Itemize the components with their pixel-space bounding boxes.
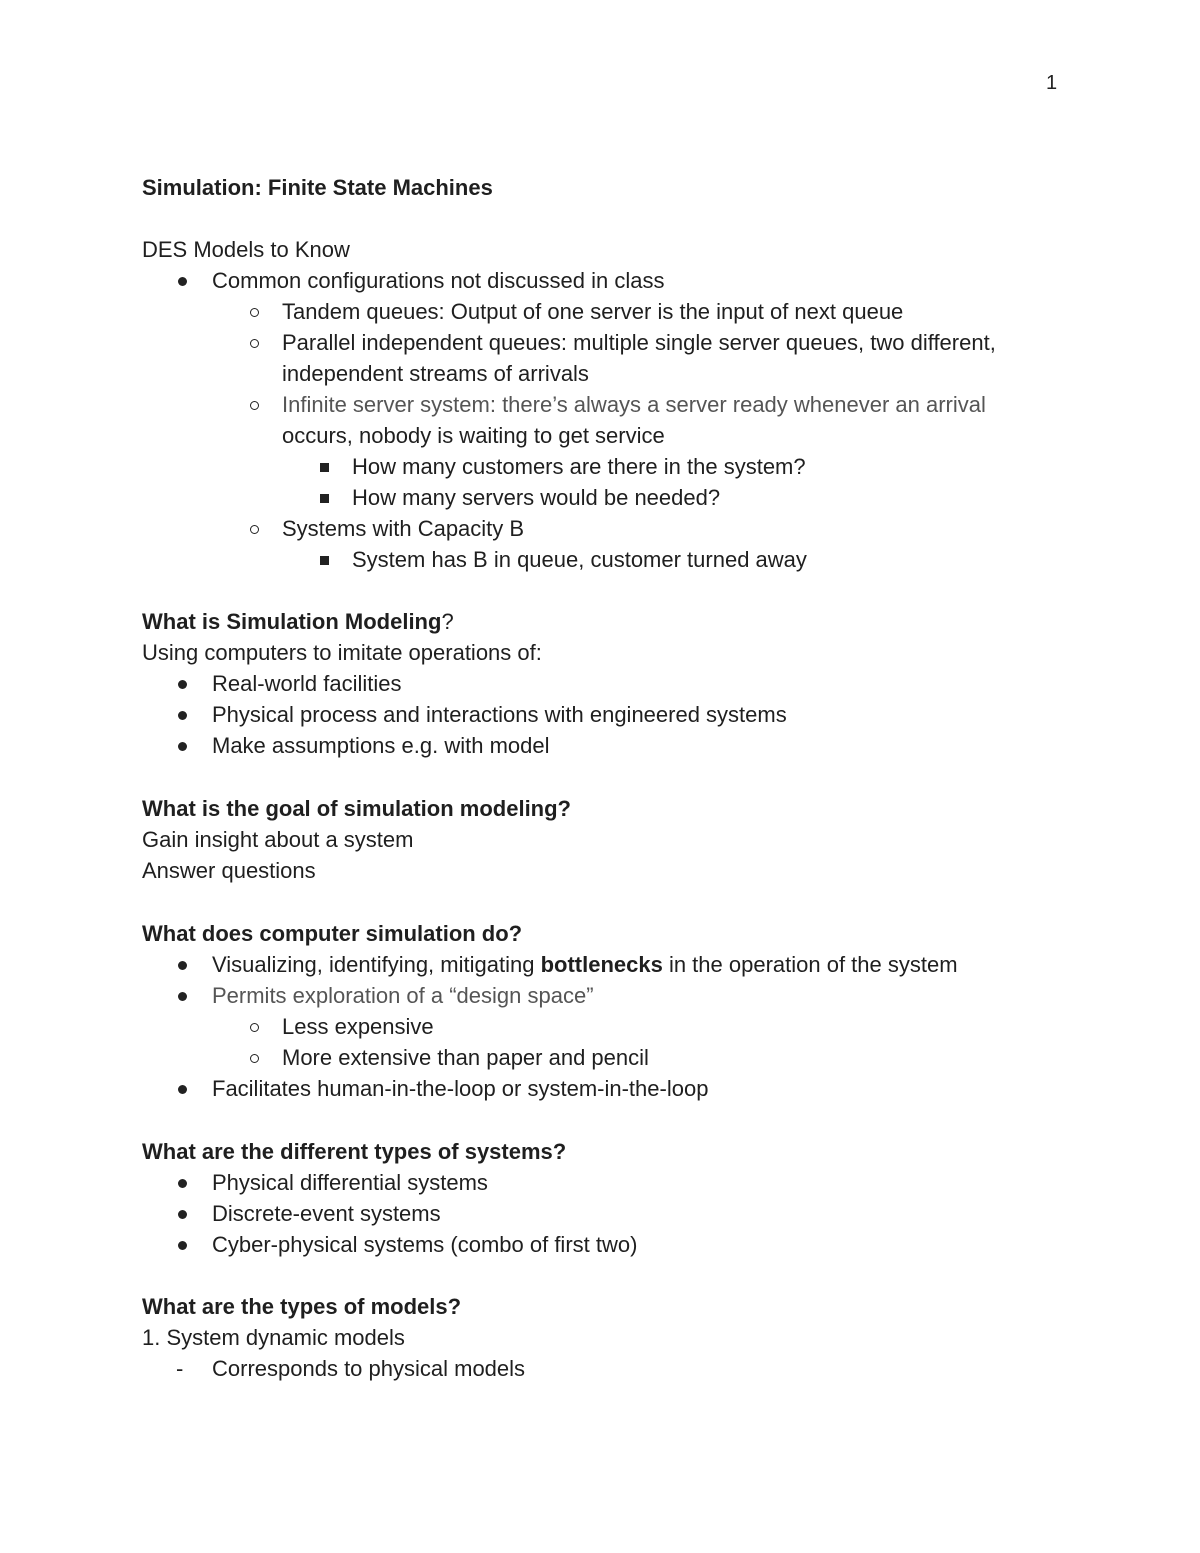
list-item: Physical differential systems <box>212 1167 488 1198</box>
list-item: How many customers are there in the system? <box>352 451 806 482</box>
list-item-continuation: occurs, nobody is waiting to get service <box>282 423 665 448</box>
section-heading-computer-sim: What does computer simulation do? <box>142 921 523 946</box>
list-item: Cyber-physical systems (combo of first two) <box>212 1229 637 1260</box>
list-item: Facilitates human-in-the-loop or system-in-the-loop <box>212 1073 708 1104</box>
list-item <box>212 949 958 980</box>
list-item: Less expensive <box>282 1011 434 1042</box>
list-item: System has B in queue, customer turned away <box>352 544 807 575</box>
list-item: Systems with Capacity B <box>282 513 524 544</box>
list-item: Real-world facilities <box>212 668 402 699</box>
list-item: Tandem queues: Output of one server is the input of next queue <box>282 296 903 327</box>
emphasis-text: bottlenecks <box>540 952 663 977</box>
list-item: Infinite server system: there’s always a server ready whenever an arrival <box>282 389 986 420</box>
goal-line: Gain insight about a system <box>142 827 414 852</box>
list-item: More extensive than paper and pencil <box>282 1042 649 1073</box>
list-item: Permits exploration of a “design space” <box>212 980 594 1011</box>
section-heading-models: What are the types of models? <box>142 1294 462 1319</box>
section-heading-systems: What are the different types of systems? <box>142 1139 567 1164</box>
document-title: Simulation: Finite State Machines <box>142 175 493 200</box>
list-item: Make assumptions e.g. with model <box>212 730 550 761</box>
list-item: How many servers would be needed? <box>352 482 720 513</box>
list-item: Physical process and interactions with engineered systems <box>212 699 787 730</box>
section-heading-sim-modeling <box>142 606 454 637</box>
list-item: Discrete-event systems <box>212 1198 441 1229</box>
goal-line: Answer questions <box>142 858 316 883</box>
text: in the operation of the system <box>662 952 958 977</box>
text: Visualizing, identifying, mitigating <box>212 952 541 977</box>
list-item: - Corresponds to physical models <box>212 1353 525 1384</box>
heading-text: What is Simulation Modeling <box>142 609 442 634</box>
list-item-continuation: independent streams of arrivals <box>282 361 589 386</box>
numbered-item: 1. System dynamic models <box>142 1325 405 1350</box>
des-heading: DES Models to Know <box>142 237 350 262</box>
heading-question-mark: ? <box>441 609 454 634</box>
list-item: Parallel independent queues: multiple single server queues, two different, <box>282 327 996 358</box>
page-number: 1 <box>1046 72 1058 94</box>
sim-modeling-intro: Using computers to imitate operations of: <box>142 640 542 665</box>
section-heading-goal: What is the goal of simulation modeling? <box>142 796 571 821</box>
list-item: Common configurations not discussed in class <box>212 265 664 296</box>
